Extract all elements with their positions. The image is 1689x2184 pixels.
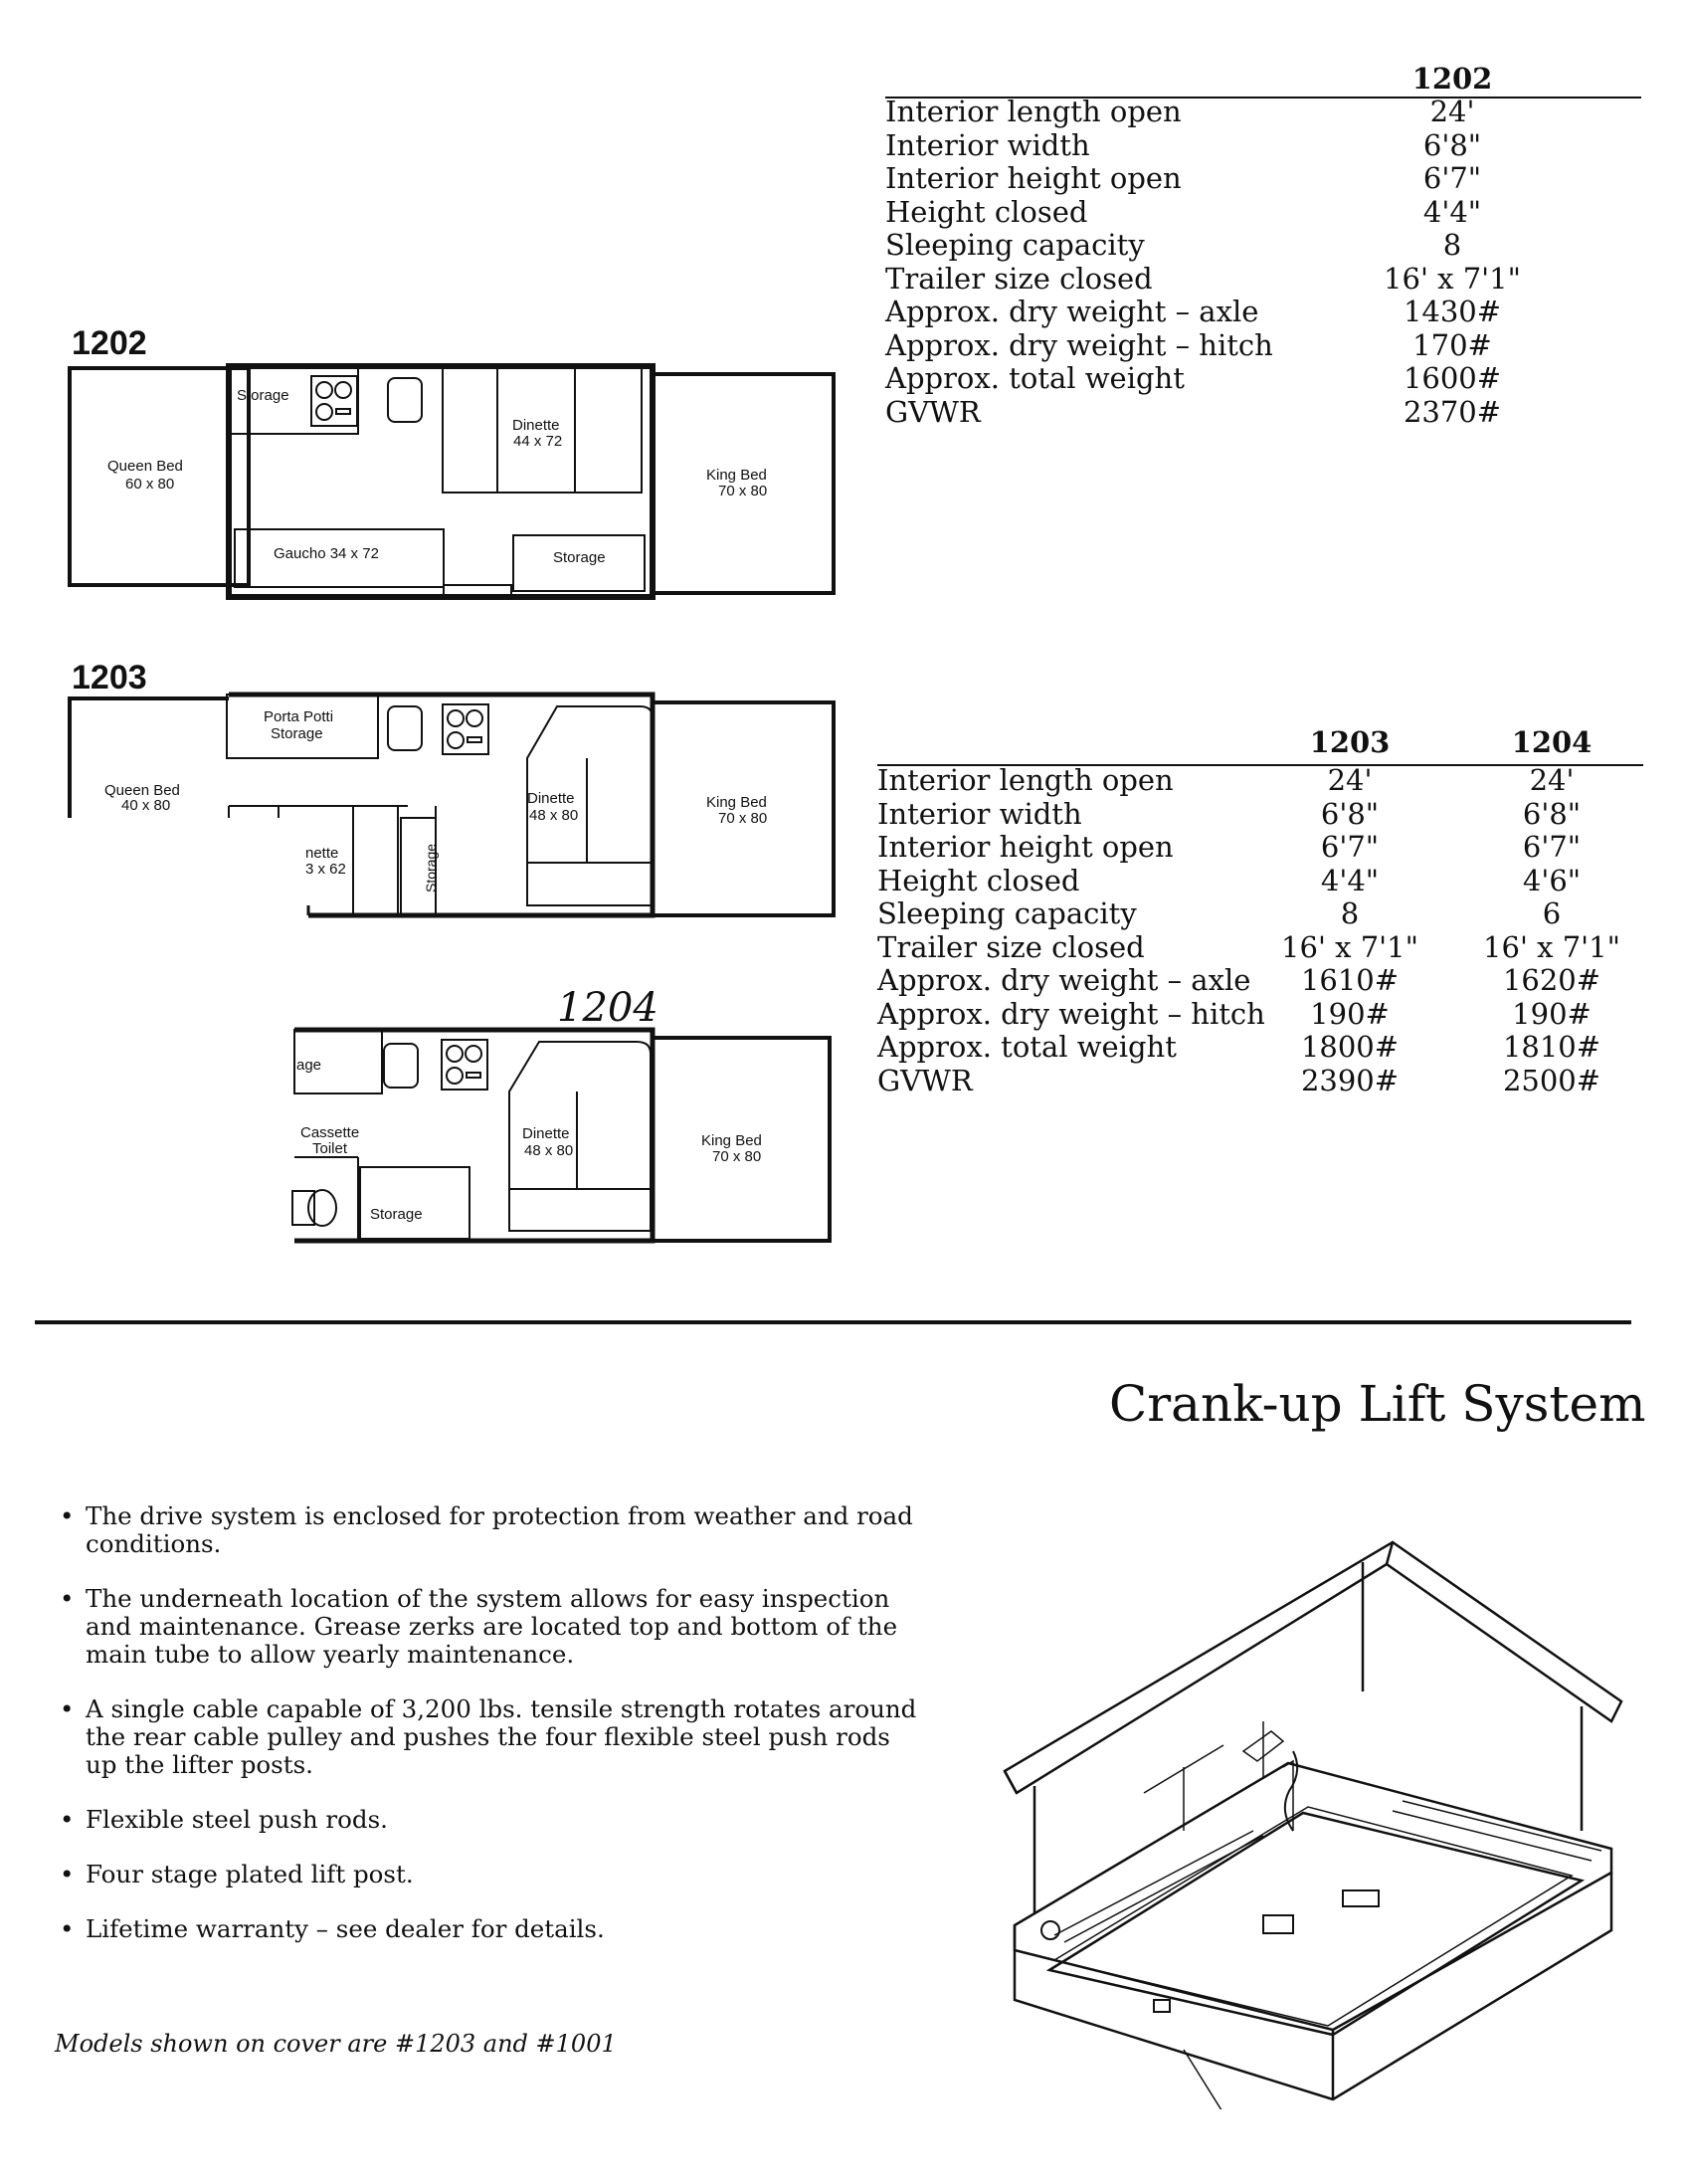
spec-label: Interior width bbox=[885, 127, 1090, 162]
spec-row bbox=[877, 798, 1653, 832]
spec-row bbox=[877, 931, 1653, 965]
spec-value-1202: 6'7" bbox=[1422, 161, 1482, 195]
storage-partial-label: age bbox=[296, 1057, 322, 1074]
spec-value-1202: 1600# bbox=[1403, 361, 1502, 395]
spec-label: Trailer size closed bbox=[877, 929, 1145, 964]
king-bed-label: King Bed bbox=[701, 1132, 762, 1149]
spec-label: Trailer size closed bbox=[885, 261, 1153, 296]
dinette-partial-size: 3 x 62 bbox=[305, 861, 346, 878]
spec-label: Height closed bbox=[885, 194, 1088, 229]
spec-row bbox=[885, 162, 1651, 196]
table-header-1203: 1203 bbox=[1309, 725, 1391, 759]
spec-value-1204: 6'7" bbox=[1522, 830, 1582, 864]
spec-row bbox=[885, 296, 1651, 329]
feature-list bbox=[58, 1502, 923, 1970]
dinette-size: 48 x 80 bbox=[529, 807, 579, 824]
spec-row bbox=[885, 329, 1651, 363]
floor-plan-1202 bbox=[60, 358, 845, 607]
spec-value-1202: 8 bbox=[1442, 228, 1462, 262]
sink-icon bbox=[388, 706, 422, 750]
spec-value-1203: 1610# bbox=[1300, 963, 1400, 997]
storage-vertical-label: Storage bbox=[423, 843, 439, 893]
king-bed-label: King Bed bbox=[706, 467, 767, 484]
cover-models-caption: Models shown on cover are #1203 and #1001 bbox=[55, 2030, 617, 2058]
feature-bullet: • Four stage plated lift post. bbox=[58, 1861, 923, 1888]
spec-row bbox=[877, 1065, 1653, 1098]
spec-row bbox=[885, 229, 1651, 263]
feature-bullet: • A single cable capable of 3,200 lbs. tensile strength rotates around the rear cable pulley and pushes the four flexible steel push rods up the lifter posts. bbox=[58, 1695, 923, 1779]
spec-rows-1203-1204 bbox=[877, 764, 1653, 1097]
queen-bed-size: 40 x 80 bbox=[121, 797, 171, 814]
storage-label: Storage bbox=[370, 1206, 423, 1223]
spec-value-1203: 190# bbox=[1310, 996, 1390, 1031]
spec-value-1203: 8 bbox=[1340, 896, 1360, 930]
floor-plan-1203 bbox=[60, 689, 845, 937]
porta-potti-label: Porta Potti bbox=[264, 708, 334, 725]
section-heading: Crank-up Lift System bbox=[1109, 1375, 1646, 1433]
spec-row bbox=[877, 764, 1653, 798]
spec-label: Interior height open bbox=[877, 830, 1174, 864]
spec-value-1203: 6'7" bbox=[1320, 830, 1380, 864]
spec-label: Height closed bbox=[877, 863, 1080, 897]
table-header-1204: 1204 bbox=[1511, 725, 1593, 759]
spec-value-1204: 190# bbox=[1512, 996, 1592, 1031]
spec-value-1204: 2500# bbox=[1502, 1063, 1601, 1097]
sink-icon bbox=[384, 1044, 418, 1088]
spec-row bbox=[877, 998, 1653, 1032]
toilet-label: Toilet bbox=[312, 1140, 348, 1157]
spec-value-1202: 2370# bbox=[1403, 394, 1502, 429]
spec-label: Interior length open bbox=[877, 763, 1174, 797]
sink-icon bbox=[388, 378, 422, 422]
spec-row bbox=[885, 263, 1651, 297]
dinette-label: Dinette bbox=[522, 1125, 570, 1142]
spec-row bbox=[885, 96, 1651, 129]
lift-system-illustration bbox=[995, 1532, 1631, 2109]
feature-bullet: • The underneath location of the system allows for easy inspection and maintenance. Grease zerks are located top and bottom of the main tube to allow yearly maintenance. bbox=[58, 1585, 923, 1669]
table-header-1202: 1202 bbox=[1411, 62, 1493, 96]
plan-label-1203: 1203 bbox=[72, 659, 147, 696]
spec-value-1203: 1800# bbox=[1300, 1030, 1400, 1064]
spec-value-1203: 2390# bbox=[1300, 1063, 1400, 1097]
spec-value-1202: 170# bbox=[1412, 327, 1492, 362]
feature-bullet: • Lifetime warranty – see dealer for details. bbox=[58, 1915, 923, 1943]
spec-row bbox=[885, 362, 1651, 396]
spec-label: Approx. dry weight – axle bbox=[877, 963, 1251, 997]
plan-label-1204-handwritten: 1204 bbox=[557, 985, 658, 1031]
spec-value-1202: 1430# bbox=[1403, 295, 1502, 328]
spec-label: GVWR bbox=[885, 394, 981, 429]
king-bed-size: 70 x 80 bbox=[718, 810, 768, 827]
dinette-size: 44 x 72 bbox=[513, 433, 563, 450]
spec-label: Approx. dry weight – hitch bbox=[885, 327, 1273, 362]
spec-label: Interior width bbox=[877, 796, 1082, 831]
spec-value-1203: 24' bbox=[1327, 763, 1373, 797]
spec-label: Approx. total weight bbox=[885, 361, 1185, 395]
spec-row bbox=[885, 129, 1651, 163]
plan-label-1202: 1202 bbox=[72, 324, 147, 362]
queen-bed-size: 60 x 80 bbox=[125, 476, 175, 493]
spec-value-1203: 6'8" bbox=[1320, 796, 1380, 831]
spec-label: Approx. dry weight – axle bbox=[885, 295, 1259, 328]
spec-value-1202: 24' bbox=[1429, 95, 1475, 128]
dinette-partial-label: nette bbox=[305, 845, 339, 862]
spec-rows-1202 bbox=[885, 96, 1651, 429]
storage-label: Storage bbox=[237, 387, 289, 404]
spec-value-1204: 1620# bbox=[1502, 963, 1601, 997]
dinette-size: 48 x 80 bbox=[524, 1142, 574, 1159]
spec-label: Approx. dry weight – hitch bbox=[877, 996, 1265, 1031]
spec-label: Interior height open bbox=[885, 161, 1182, 195]
spec-value-1204: 1810# bbox=[1502, 1030, 1601, 1064]
king-bed-label: King Bed bbox=[706, 794, 767, 811]
spec-label: Sleeping capacity bbox=[885, 228, 1145, 262]
spec-value-1203: 16' x 7'1" bbox=[1281, 929, 1418, 964]
spec-value-1203: 4'4" bbox=[1320, 863, 1380, 897]
queen-bed-label: Queen Bed bbox=[104, 782, 180, 799]
spec-row bbox=[877, 964, 1653, 998]
spec-row bbox=[877, 1031, 1653, 1065]
spec-value-1202: 16' x 7'1" bbox=[1384, 261, 1521, 296]
dinette-label: Dinette bbox=[527, 790, 575, 807]
spec-label: Sleeping capacity bbox=[877, 896, 1137, 930]
storage-area bbox=[360, 1167, 469, 1239]
spec-value-1204: 24' bbox=[1529, 763, 1575, 797]
spec-value-1204: 6 bbox=[1542, 896, 1562, 930]
feature-bullet: • The drive system is enclosed for protection from weather and road conditions. bbox=[58, 1502, 923, 1558]
cassette-label: Cassette bbox=[300, 1124, 360, 1141]
storage-label-2: Storage bbox=[553, 549, 606, 566]
king-bed-size: 70 x 80 bbox=[718, 483, 768, 499]
spec-label: Approx. total weight bbox=[877, 1030, 1177, 1064]
spec-value-1204: 6'8" bbox=[1522, 796, 1582, 831]
queen-bed-label: Queen Bed bbox=[107, 458, 183, 475]
floor-plan-1204 bbox=[279, 1020, 836, 1269]
spec-row bbox=[885, 396, 1651, 430]
spec-row bbox=[877, 897, 1653, 931]
spec-value-1204: 4'6" bbox=[1522, 863, 1582, 897]
spec-row bbox=[877, 831, 1653, 865]
spec-value-1202: 4'4" bbox=[1422, 194, 1482, 229]
porta-potti-storage: Storage bbox=[271, 725, 323, 742]
section-divider bbox=[35, 1320, 1631, 1324]
gaucho-label: Gaucho 34 x 72 bbox=[274, 545, 379, 562]
dinette-label: Dinette bbox=[512, 417, 560, 434]
spec-label: Interior length open bbox=[885, 95, 1182, 128]
king-bed-size: 70 x 80 bbox=[712, 1148, 762, 1165]
spec-row bbox=[885, 196, 1651, 230]
feature-bullet: • Flexible steel push rods. bbox=[58, 1806, 923, 1834]
spec-row bbox=[877, 865, 1653, 898]
spec-label: GVWR bbox=[877, 1063, 973, 1097]
spec-value-1204: 16' x 7'1" bbox=[1483, 929, 1620, 964]
spec-value-1202: 6'8" bbox=[1422, 127, 1482, 162]
